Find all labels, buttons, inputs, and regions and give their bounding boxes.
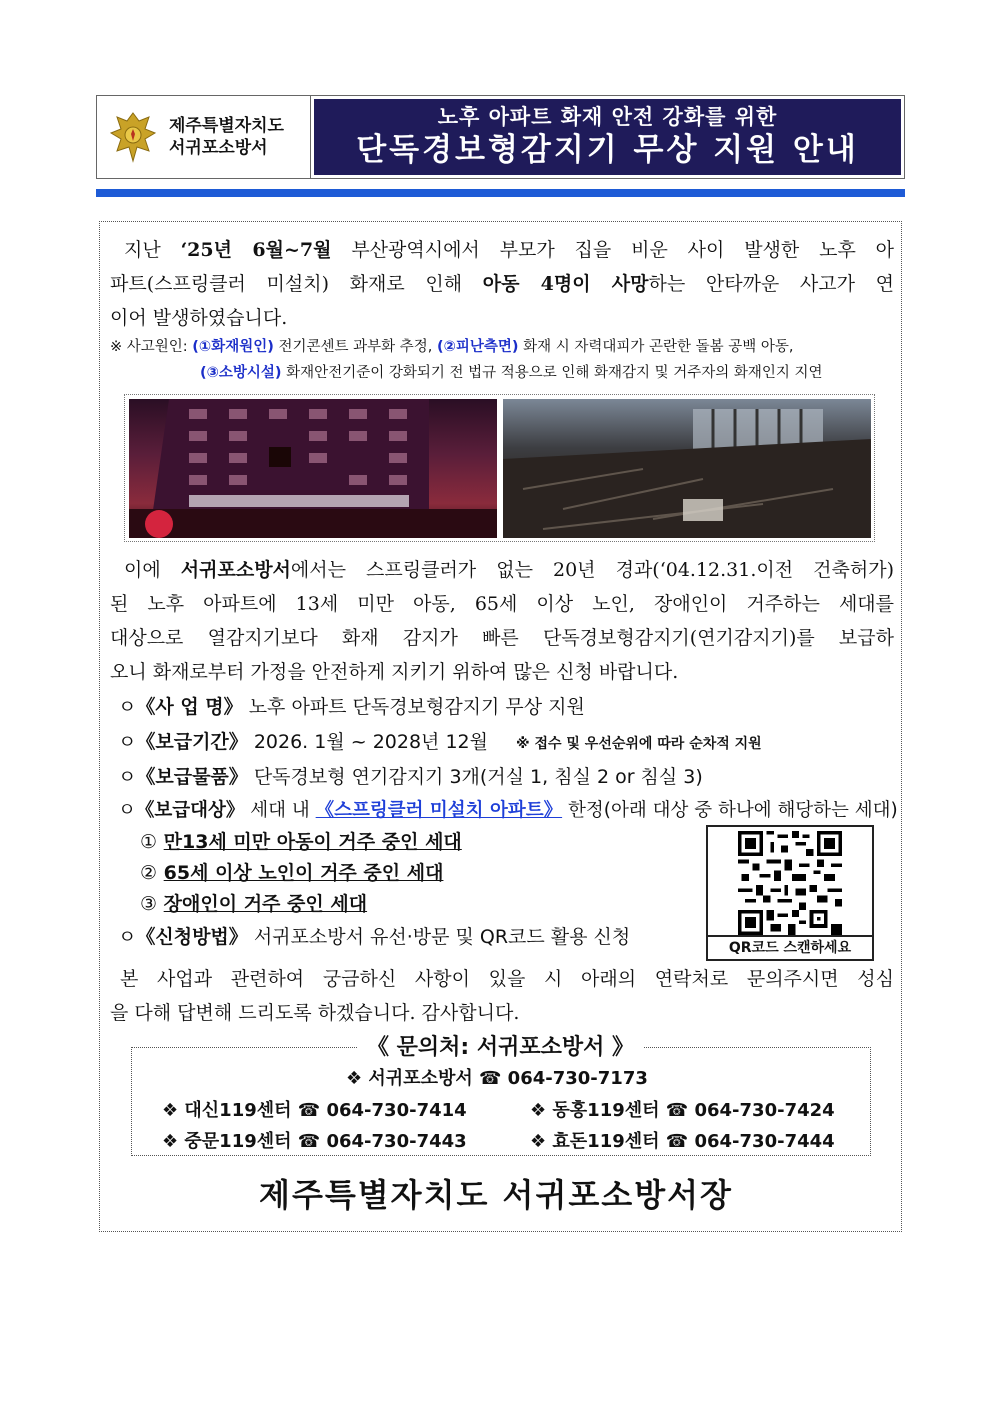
qr-code-box[interactable] (706, 825, 874, 961)
intro-text: 지난 (124, 239, 181, 261)
item-project-name (118, 692, 585, 722)
document-title: 단독경보형감지기 무상 지원 안내 (356, 132, 859, 168)
intro-line-3: 이어 발생하였습니다. (110, 307, 288, 329)
organization-name (169, 115, 284, 159)
condition-number: ① (140, 831, 158, 853)
closing-line-2: 을 다해 답변해 드리도록 하겠습니다. 감사합니다. (110, 1002, 520, 1024)
program-line-1 (110, 553, 894, 587)
contact-jungmun-center: ❖ 중문119센터 ☎ 064-730-7443 (162, 1131, 467, 1152)
contact-donghong-center: ❖ 동홍119센터 ☎ 064-730-7424 (530, 1100, 835, 1121)
supply-target-label: 《보급대상》 (135, 800, 245, 821)
program-line-2: 된 노후 아파트에 13세 미만 아동, 65세 이상 노인, 장애인이 거주하는 세대를 (110, 593, 894, 615)
header-divider (96, 189, 905, 197)
bullet: ㅇ (118, 766, 137, 788)
intro-line-1 (110, 233, 894, 267)
cause-text: 화재 시 자력대피가 곤란한 돌봄 공백 아동, (518, 339, 794, 355)
intro-text: 부산광역시에서 부모가 집을 비운 사이 발생한 노후 아 (331, 239, 895, 261)
organization-block (97, 96, 311, 178)
supply-target-text: 한정(아래 대상 중 하나에 해당하는 세대) (562, 800, 898, 821)
intro-text: 하는 안타까운 사고가 연 (648, 273, 894, 295)
item-supply-goods (118, 762, 703, 792)
program-line-3: 대상으로 열감지기보다 화재 감지가 빠른 단독경보형감지기(연기감지기)를 보급하 (110, 627, 894, 649)
supply-target-text: 세대 내 (244, 800, 316, 821)
contact-box (131, 1035, 871, 1156)
program-description-paragraph (110, 553, 894, 689)
bullet: ㅇ (118, 800, 136, 821)
condition-number: ② (140, 862, 158, 884)
supply-period-label: 《보급기간》 (136, 731, 248, 753)
application-method-value: 서귀포소방서 유선·방문 및 QR코드 활용 신청 (247, 926, 631, 948)
application-method-label: 《신청방법》 (136, 926, 248, 948)
org-name-line2: 서귀포소방서 (169, 138, 268, 158)
supply-goods-value: 단독경보형 연기감지기 3개(거실 1, 침실 2 or 침실 3) (247, 766, 703, 788)
document-header (96, 95, 905, 179)
item-supply-target (118, 796, 898, 826)
condition-text: 65세 이상 노인이 거주 중인 세대 (163, 862, 444, 884)
agency-name: 서귀포소방서 (180, 559, 291, 581)
condition-text: 장애인이 거주 중인 세대 (163, 893, 368, 915)
note-prefix: ※ 사고원인: (110, 339, 193, 355)
accident-photos (124, 394, 875, 542)
project-name-value: 노후 아파트 단독경보형감지기 무상 지원 (242, 696, 585, 718)
accident-cause-note-line2 (200, 362, 900, 384)
burned-interior-photo (503, 399, 871, 538)
cause-text: 전기콘센트 과부화 추정, (273, 339, 437, 355)
cause-label-evacuation: (②피난측면) (436, 339, 519, 355)
apartment-fire-exterior-photo (129, 399, 497, 538)
intro-text: 파트(스프링클러 미설치) 화재로 인해 (110, 273, 483, 295)
contact-hyodon-center: ❖ 효돈119센터 ☎ 064-730-7444 (530, 1131, 835, 1152)
qr-code-icon[interactable] (734, 831, 846, 935)
org-name-line1: 제주특별자치도 (169, 116, 284, 136)
accident-period: ‘25년 6월~7월 (180, 239, 332, 261)
item-supply-period (118, 727, 762, 759)
program-text: 에서는 스프링클러가 없는 20년 경과(‘04.12.31.이전 건축허가) (290, 559, 894, 581)
item-application-method (118, 922, 630, 952)
bullet: ㅇ (118, 926, 137, 948)
qr-code-caption: QR코드 스캔하세요 (708, 935, 872, 959)
target-condition-1 (140, 827, 462, 857)
closing-line-1: 본 사업과 관련하여 궁금하신 사항이 있을 시 아래의 연락처로 문의주시면 성심 (120, 968, 894, 990)
title-banner (314, 99, 901, 175)
project-name-label: 《사 업 명》 (136, 696, 243, 718)
no-sprinkler-apartment-text: 《스프링클러 미설치 아파트》 (315, 800, 563, 821)
condition-number: ③ (140, 893, 158, 915)
condition-text: 만13세 미만 아동이 거주 중인 세대 (163, 831, 462, 853)
supply-period-value: 2026. 1월 ~ 2028년 12월 (247, 731, 488, 753)
target-condition-2 (140, 858, 443, 888)
supply-goods-label: 《보급물품》 (136, 766, 248, 788)
cause-label-fire: (①화재원인) (192, 339, 274, 355)
bullet: ㅇ (118, 731, 137, 753)
accident-cause-note (110, 336, 900, 358)
casualty-text: 아동 4명이 사망 (482, 273, 649, 295)
priority-note: ※ 접수 및 우선순위에 따라 순차적 지원 (515, 736, 762, 752)
contact-main-office: ❖ 서귀포소방서 ☎ 064-730-7173 (346, 1068, 648, 1089)
closing-paragraph (110, 962, 894, 1030)
cause-text: 화재안전기준이 강화되기 전 법규 적용으로 인해 화재감지 및 거주자의 화재인지 지연 (281, 365, 823, 381)
intro-line-2 (110, 267, 894, 301)
target-condition-3 (140, 889, 367, 919)
document-subtitle: 노후 아파트 화재 안전 강화를 위한 (437, 105, 778, 129)
intro-paragraph (110, 233, 894, 335)
contact-daesin-center: ❖ 대신119센터 ☎ 064-730-7414 (162, 1100, 467, 1121)
cause-label-facility: (③소방시설) (200, 365, 282, 381)
fire-department-emblem-icon (109, 111, 157, 163)
bullet: ㅇ (118, 696, 137, 718)
program-line-4: 오니 화재로부터 가정을 안전하게 지키기 위하여 많은 신청 바랍니다. (110, 661, 679, 683)
program-text: 이에 (124, 559, 181, 581)
issuer-signature: 제주특별자치도 서귀포소방서장 (259, 1176, 733, 1214)
contact-title: 《 문의처: 서귀포소방서 》 (357, 1033, 644, 1063)
